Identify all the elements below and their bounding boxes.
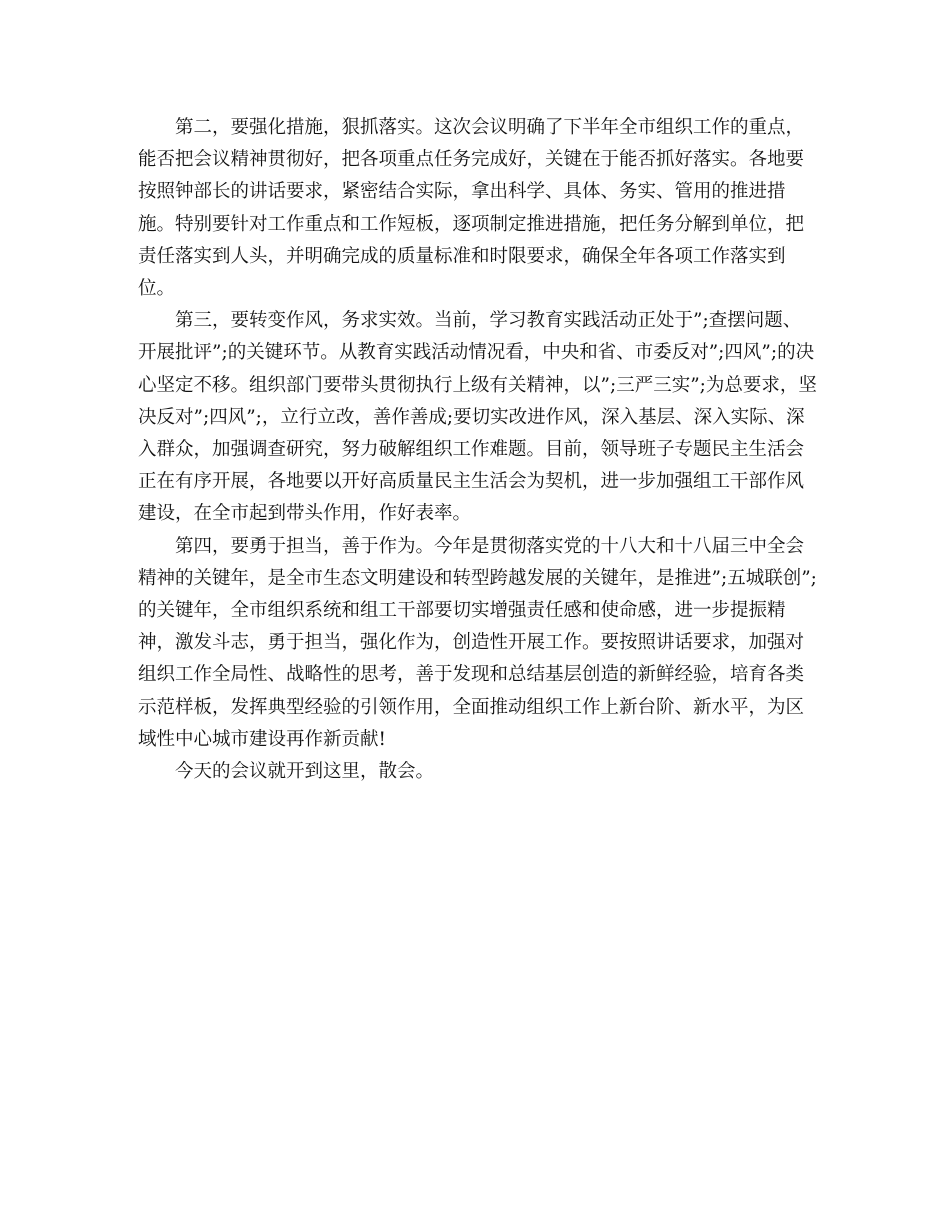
paragraph-third-point: 第三，要转变作风，务求实效。当前，学习教育实践活动正处于”;查摆问题、开展批评”;的关键环节。从教育实践活动情况看，中央和省、市委反对”;四风”;的决心坚定不移。组织部门要带头贯彻执行上级有关精神，以”;三严三实”;为总要求，坚决反对”;四风”;，立行立改，善作善成;要切实改进作风，深入基层、深入实际、深入群众，加强调查研究，努力破解组织工作难题。目前，领导班子专题民主生活会正在有序开展，各地要以开好高质量民主生活会为契机，进一步加强组工干部作风建设，在全市起到带头作用，作好表率。 — [138, 310, 817, 525]
paragraph-fourth-point: 第四，要勇于担当，善于作为。今年是贯彻落实党的十八大和十八届三中全会精神的关键年，是全市生态文明建设和转型跨越发展的关键年，是推进”;五城联创”;的关键年，全市组织系统和组工干部要切实增强责任感和使命感，进一步提振精神，激发斗志，勇于担当，强化作为，创造性开展工作。要按照讲话要求，加强对组织工作全局性、战略性的思考，善于发现和总结基层创造的新鲜经验，培育各类示范样板，发挥典型经验的引领作用，全面推动组织工作上新台阶、新水平，为区域性中心城市建设再作新贡献! — [138, 535, 817, 750]
paragraph-closing: 今天的会议就开到这里，散会。 — [175, 761, 435, 783]
paragraph-second-point: 第二，要强化措施，狠抓落实。这次会议明确了下半年全市组织工作的重点，能否把会议精神贯彻好，把各项重点任务完成好，关键在于能否抓好落实。各地要按照钟部长的讲话要求，紧密结合实际，拿出科学、具体、务实、管用的推进措施。特别要针对工作重点和工作短板，逐项制定推进措施，把任务分解到单位，把责任落实到人头，并明确完成的质量标准和时限要求，确保全年各项工作落实到位。 — [138, 117, 805, 300]
document-body — [138, 112, 818, 788]
